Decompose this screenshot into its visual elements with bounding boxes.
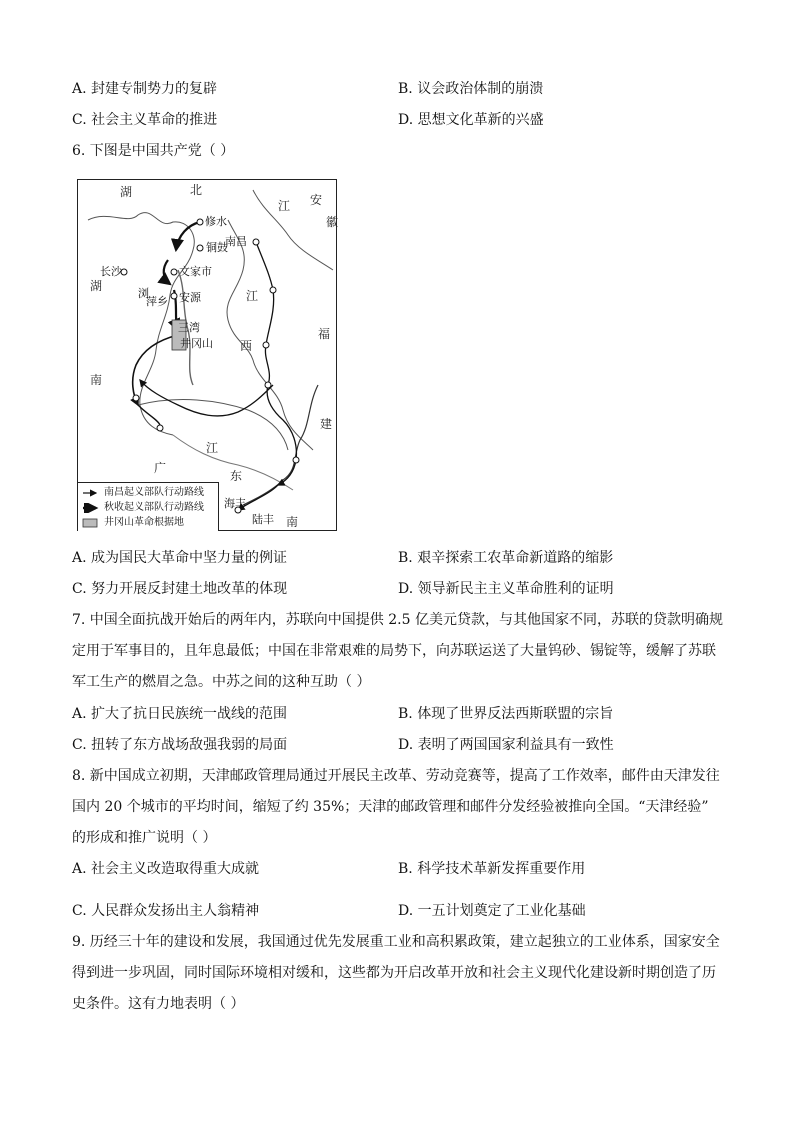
map-region-label: 西: [240, 339, 253, 353]
q5-option-b: B. 议会政治体制的崩溃: [398, 81, 544, 97]
map-place-label: 三湾: [178, 321, 200, 334]
map-region-label: 东: [230, 469, 243, 483]
q7-option-d: D. 表明了两国国家利益具有一致性: [398, 737, 614, 753]
map-place-label: 萍乡: [146, 295, 168, 308]
q6-option-a: A. 成为国民大革命中坚力量的例证: [72, 550, 288, 566]
map-place-label: 南昌: [225, 235, 247, 248]
q7-stem-line-3: 军工生产的燃眉之急。中苏之间的这种互助（ ）: [72, 674, 371, 690]
q6-stem: 6. 下图是中国共产党（ ）: [72, 143, 235, 159]
thick-arrow-icon: [82, 503, 100, 513]
map-region-label: 江: [246, 289, 259, 303]
map-place-label: 铜鼓: [206, 241, 228, 254]
q7-option-b: B. 体现了世界反法西斯联盟的宗旨: [398, 706, 614, 722]
map-place-label: 井冈山: [180, 337, 213, 350]
q5-option-a: A. 封建专制势力的复辟: [72, 81, 218, 97]
q8-option-b: B. 科学技术革新发挥重要作用: [398, 861, 586, 877]
map-place-label: 安源: [179, 291, 201, 304]
legend-label: 秋收起义部队行动路线: [104, 502, 204, 513]
q6-option-d: D. 领导新民主主义革命胜利的证明: [398, 581, 614, 597]
map-region-label: 南: [286, 515, 299, 529]
legend-label: 井冈山革命根据地: [104, 517, 184, 528]
map-place-label: 浏: [138, 287, 149, 300]
q8-stem-line-3: 的形成和推广说明（ ）: [72, 830, 217, 846]
q6-option-b: B. 艰辛探索工农革命新道路的缩影: [398, 550, 614, 566]
revolution-route-map: [77, 179, 337, 531]
map-region-label: 湖: [120, 185, 133, 199]
q9-stem-line-1: 9. 历经三十年的建设和发展，我国通过优先发展重工业和高积累政策，建立起独立的工业体系，国家安全: [72, 934, 720, 950]
map-region-label: 江: [278, 199, 291, 213]
map-region-label: 建: [320, 417, 333, 431]
q9-stem-line-3: 史条件。这有力地表明（ ）: [72, 996, 245, 1012]
map-region-label: 江: [206, 441, 219, 455]
q8-option-c: C. 人民群众发扬出主人翁精神: [72, 903, 260, 919]
base-area-swatch-icon: [82, 518, 100, 528]
q5-option-c: C. 社会主义革命的推进: [72, 112, 218, 128]
map-legend: [78, 482, 219, 531]
map-region-label: 徽: [326, 215, 339, 229]
map-drawing: [78, 180, 339, 530]
thin-arrow-icon: [82, 488, 100, 498]
map-region-label: 南: [90, 373, 103, 387]
map-place-label: 文家市: [179, 265, 212, 278]
map-region-label: 湖: [90, 279, 103, 293]
map-region-label: 福: [318, 327, 331, 341]
map-place-label: 修水: [205, 215, 227, 228]
map-region-label: 安: [310, 193, 323, 207]
q8-stem-line-1: 8. 新中国成立初期，天津邮政管理局通过开展民主改革、劳动竞赛等，提高了工作效率，邮件由天津发往: [72, 768, 720, 784]
q8-option-d: D. 一五计划奠定了工业化基础: [398, 903, 586, 919]
q7-stem-line-1: 7. 中国全面抗战开始后的两年内，苏联向中国提供 2.5 亿美元贷款，与其他国家不同，苏联的贷款明确规: [72, 612, 723, 628]
q7-stem-line-2: 定用于军事目的，且年息最低；中国在非常艰难的局势下，向苏联运送了大量钨砂、锡锭等，缓解了苏联: [72, 643, 716, 659]
q6-option-c: C. 努力开展反封建土地改革的体现: [72, 581, 288, 597]
q7-option-a: A. 扩大了抗日民族统一战线的范围: [72, 706, 288, 722]
map-region-label: 北: [190, 183, 203, 197]
q9-stem-line-2: 得到进一步巩固，同时国际环境相对缓和，这些都为开启改革开放和社会主义现代化建设新时期创造了历: [72, 965, 716, 981]
q7-option-c: C. 扭转了东方战场敌强我弱的局面: [72, 737, 288, 753]
map-place-label: 海丰: [224, 497, 246, 510]
map-place-label: 陆丰: [252, 513, 274, 526]
q8-option-a: A. 社会主义改造取得重大成就: [72, 861, 260, 877]
q8-stem-line-2: 国内 20 个城市的平均时间，缩短了约 35%；天津的邮政管理和邮件分发经验被推向全国。“天津经验”: [72, 799, 709, 815]
map-place-label: 长沙: [100, 265, 122, 278]
map-region-label: 广: [154, 461, 167, 475]
q5-option-d: D. 思想文化革新的兴盛: [398, 112, 544, 128]
legend-label: 南昌起义部队行动路线: [104, 487, 204, 498]
